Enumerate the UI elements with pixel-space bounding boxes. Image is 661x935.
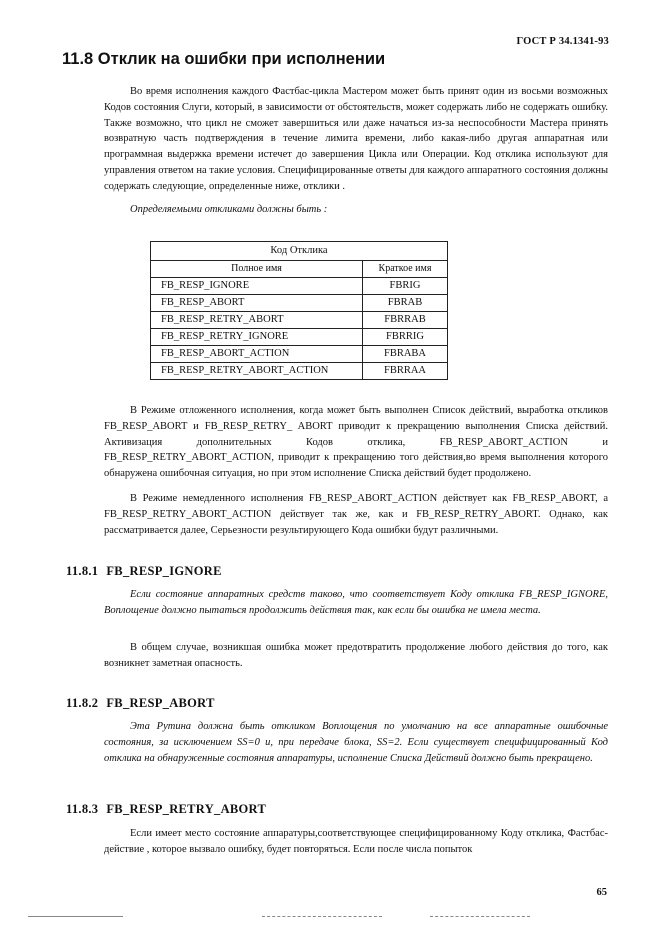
subsection-title: FB_RESP_IGNORE (106, 564, 222, 578)
table-lead-text: Определяемыми откликами должны быть : (130, 204, 328, 215)
table-row (151, 278, 448, 295)
subsection-title: FB_RESP_ABORT (106, 696, 215, 710)
response-code-table (150, 241, 448, 380)
deferred-mode-paragraph: В Режиме отложенного исполнения, когда может быть выполнен Список действий, выработка откликов FB_RESP_ABORT и FB_RESP_RETRY_ ABORT приводит к прекращению выполнения Списка действий. Активизация дополнительных Кодов отклика, FB_RESP_ABORT_ACTION и FB_RESP_RETRY_ABORT_ACTION, приводит к прекращению того действия,во время выполнения которого обнаружена ошибочная ситуация, но при этом исполнение Списка действий будет продолжено. (104, 405, 608, 480)
subsection-number: 11.8.3 (66, 802, 99, 816)
full-name-cell: FB_RESP_RETRY_IGNORE (151, 329, 363, 346)
short-name-cell: FBRRIG (363, 329, 448, 346)
full-name-cell: FB_RESP_ABORT (151, 295, 363, 312)
subsection-heading-11-8-2 (66, 696, 215, 711)
column-header-full-name: Полное имя (151, 261, 363, 278)
full-name-cell: FB_RESP_IGNORE (151, 278, 363, 295)
footer-rule (28, 916, 123, 917)
subsection-heading-11-8-3 (66, 802, 266, 817)
full-name-cell: FB_RESP_RETRY_ABORT_ACTION (151, 363, 363, 380)
immediate-mode-paragraph: В Режиме немедленного исполнения FB_RESP_ABORT_ACTION действует как FB_RESP_ABORT, а FB_RESP_RETRY_ABORT_ACTION действует так же, как и FB_RESP_RETRY_ABORT. Однако, как рассматривается далее, Серьезности результирующего Кода ошибки будут различными. (104, 493, 608, 536)
subsection-heading-11-8-1 (66, 564, 222, 579)
short-name-cell: FBRIG (363, 278, 448, 295)
subsection-number: 11.8.2 (66, 696, 99, 710)
table-row (151, 295, 448, 312)
short-name-cell: FBRAB (363, 295, 448, 312)
standard-designation: ГОСТ Р 34.1341-93 (516, 36, 609, 47)
table-row (151, 312, 448, 329)
table-row (151, 329, 448, 346)
section-title: 11.8 Отклик на ошибки при исполнении (62, 50, 386, 68)
short-name-cell: FBRRAA (363, 363, 448, 380)
footer-rule (262, 916, 382, 917)
table-row (151, 346, 448, 363)
full-name-cell: FB_RESP_ABORT_ACTION (151, 346, 363, 363)
short-name-cell: FBRABA (363, 346, 448, 363)
ignore-italic-paragraph: Если состояние аппаратных средств таково, что соответствует Коду отклика FB_RESP_IGNORE, Воплощение должно пытаться продолжить действия так, как если бы ошибка не имела места. (104, 589, 608, 616)
full-name-cell: FB_RESP_RETRY_ABORT (151, 312, 363, 329)
short-name-cell: FBRRAB (363, 312, 448, 329)
intro-paragraph: Во время исполнения каждого Фастбас-цикла Мастером может быть принят один из восьми возможных Кодов состояния Слуги, который, в зависимости от обстоятельств, может содержать либо не содержать ошибку. Также возможно, что цикл не сможет завершиться или даже начаться из-за неспособности Мастера принять возвратную часть подтверждения в течение лимита времени, либо какая-либо другая аппаратная или программная выдержка времени истечет до завершения Цикла или Операции. Код отклика используют для управления ответом на такие условия. Специфицированные ответы для каждого аппаратного состояния должны содержать следующие, определенные ниже, отклики . (104, 86, 608, 192)
footer-rule (430, 916, 530, 917)
table-row (151, 363, 448, 380)
abort-italic-paragraph: Эта Рутина должна быть откликом Воплощения по умолчанию на все аппаратные ошибочные состояния, за исключением SS=0 и, при передаче блока, SS=2. Если существует специфицированный Код отклика на обнаруженные состояния аппаратуры, исполнение Списка Действий должно быть прекращено. (104, 721, 608, 764)
table-caption: Код Отклика (151, 242, 448, 261)
subsection-number: 11.8.1 (66, 564, 99, 578)
retry-abort-paragraph: Если имеет место состояние аппаратуры,соответствующее специфицированному Коду отклика, Фастбас-действие , которое вызвало ошибку, будет повторяться. Если после числа попыток (104, 828, 608, 855)
table-caption-row (151, 242, 448, 261)
subsection-title: FB_RESP_RETRY_ABORT (106, 802, 267, 816)
page-number: 65 (596, 887, 607, 898)
table-header-row (151, 261, 448, 278)
column-header-short-name: Краткое имя (363, 261, 448, 278)
ignore-paragraph: В общем случае, возникшая ошибка может предотвратить продолжение любого действия до того, как возникнет заметная опасность. (104, 642, 608, 669)
